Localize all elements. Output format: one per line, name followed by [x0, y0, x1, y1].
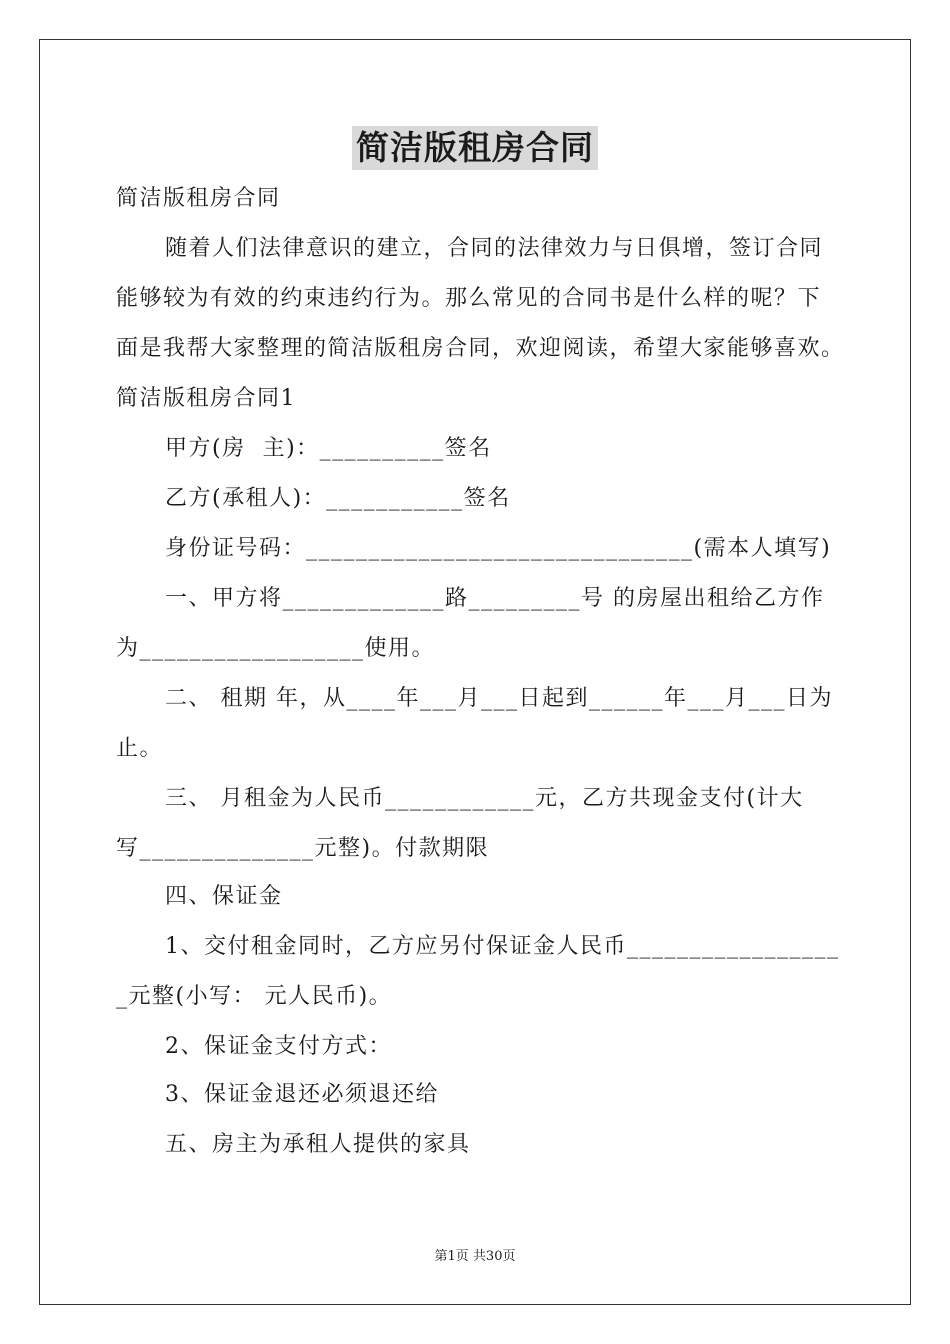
- id-number-line: 身份证号码：_______________________________(需本人填写): [165, 536, 832, 561]
- clause-4-2: 2、保证金支付方式：: [165, 1034, 392, 1059]
- intro-line-2: 能够较为有效的约束违约行为。那么常见的合同书是什么样的呢？下: [116, 286, 822, 311]
- clause-4-3: 3、保证金退还必须退还给: [165, 1082, 439, 1107]
- contract-heading: 简洁版租房合同1: [116, 386, 296, 411]
- clause-4-1-line-1: 1、交付租金同时，乙方应另付保证金人民币_________________: [165, 934, 840, 959]
- clause-3-line-2: 写______________元整)。付款期限: [116, 836, 490, 861]
- clause-4-heading: 四、保证金: [165, 884, 283, 909]
- party-b-line: 乙方(承租人)：___________签名: [165, 486, 511, 511]
- subtitle: 简洁版租房合同: [116, 186, 281, 211]
- document-title: 简洁版租房合同: [352, 126, 598, 170]
- party-a-line: 甲方(房 主)：__________签名: [165, 436, 492, 461]
- clause-2-line-2: 止。: [116, 736, 164, 761]
- clause-4-1-line-2: _元整(小写： 元人民币)。: [116, 984, 393, 1009]
- page-border: [39, 39, 911, 1305]
- intro-line-1: 随着人们法律意识的建立，合同的法律效力与日俱增，签订合同: [165, 236, 824, 261]
- intro-line-3: 面是我帮大家整理的简洁版租房合同，欢迎阅读，希望大家能够喜欢。: [116, 336, 845, 361]
- page-footer: 第1页 共30页: [434, 1249, 516, 1264]
- clause-5-heading: 五、房主为承租人提供的家具: [165, 1132, 471, 1157]
- clause-1-line-2: 为__________________使用。: [116, 636, 436, 661]
- clause-3-line-1: 三、 月租金为人民币____________元，乙方共现金支付(计大: [165, 786, 804, 811]
- clause-2-line-1: 二、 租期 年，从____年___月___日起到______年___月___日为: [165, 686, 833, 711]
- document-title-wrap: [0, 126, 950, 170]
- clause-1-line-1: 一、甲方将_____________路_________号 的房屋出租给乙方作: [165, 586, 825, 611]
